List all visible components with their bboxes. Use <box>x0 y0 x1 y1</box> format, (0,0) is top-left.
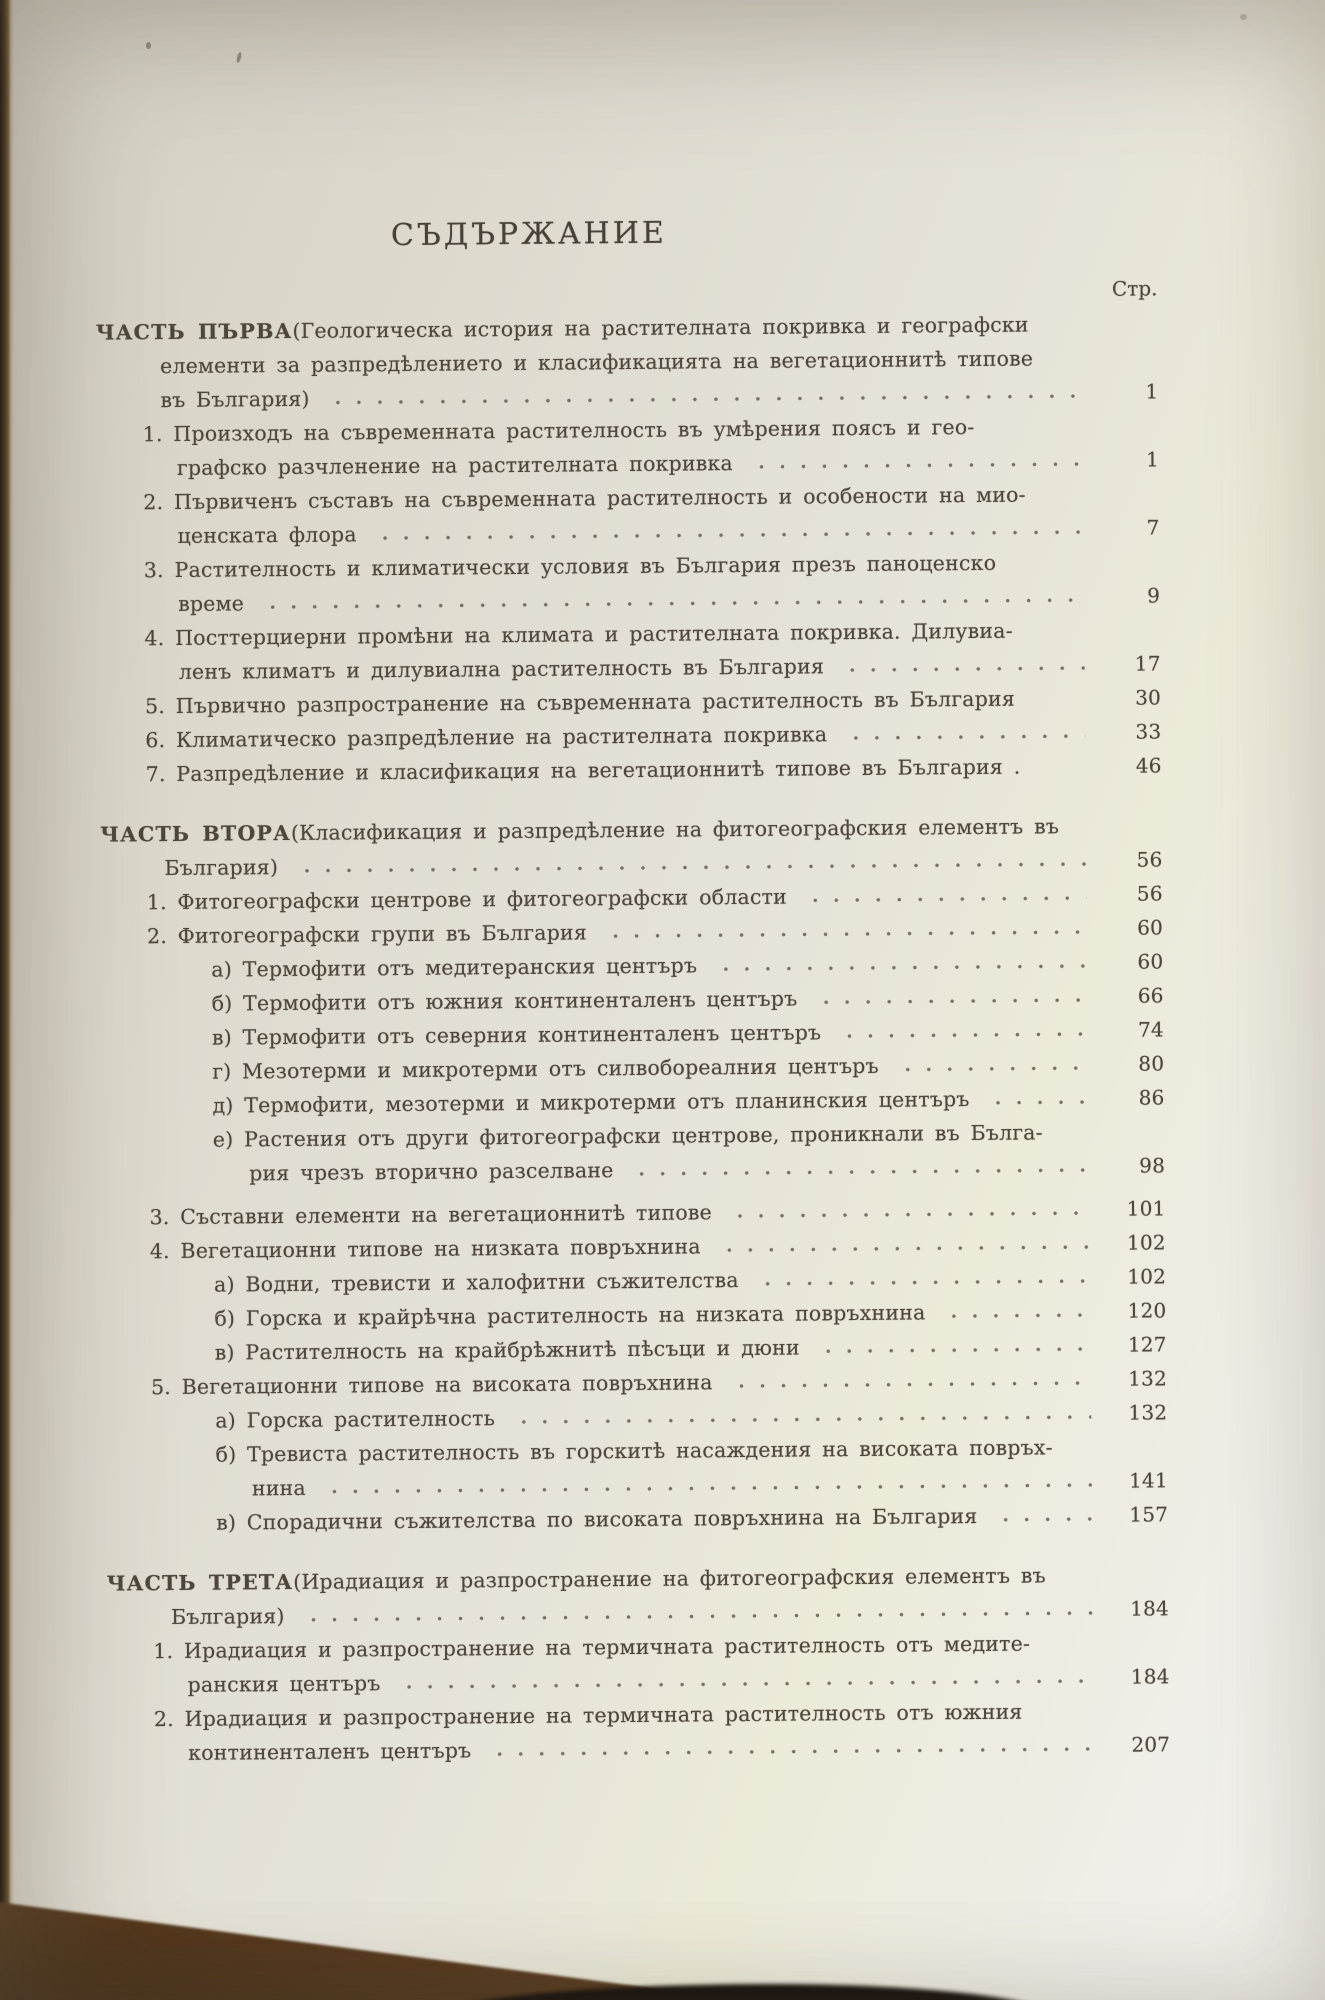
part-label: ЧАСТЬ ВТОРА <box>100 820 292 847</box>
dot-leader <box>320 1482 1092 1495</box>
part-label: ЧАСТЬ ПЪРВА <box>95 318 293 345</box>
page-number: 101 <box>1126 1196 1166 1221</box>
page-number: 86 <box>1138 1085 1165 1110</box>
entry-text: 2. Фитогеографски групи въ България <box>146 920 588 949</box>
page-title: СЪДЪРЖАНИЕ <box>390 215 667 254</box>
table-of-contents <box>96 306 1171 1770</box>
dot-leader <box>485 1746 1094 1757</box>
page-number: 184 <box>1130 1664 1170 1689</box>
page-column-header: Стр. <box>1111 276 1158 301</box>
page-number: 46 <box>1135 753 1162 778</box>
entry-text: г) Мезотерми и микротерми отъ силвобореалния центъръ <box>212 1053 879 1084</box>
page-number: 60 <box>1137 915 1164 940</box>
entry-text: в) Растителность на крайбрѣжнитѣ пѣсъци и дюни <box>214 1335 800 1365</box>
dot-leader <box>727 1380 1091 1389</box>
dot-leader <box>299 1610 1093 1623</box>
dot-leader <box>753 1278 1090 1287</box>
entry-text: а) Горска растителность <box>215 1406 496 1433</box>
page-number: 207 <box>1131 1732 1171 1757</box>
entry-text: 1. Фитогеографски центрове и фитогеографски области <box>146 884 788 915</box>
entry-text: 4. Посттерциерни промѣни на климата и растителната покривка. Дилувиа- <box>144 618 1013 651</box>
page-content <box>93 0 1170 1771</box>
entry-text: 4. Вегетационни типове на низката повръхнина <box>149 1234 701 1264</box>
entry-text: ценската флора <box>177 522 357 548</box>
dot-leader <box>841 733 1085 741</box>
page-number: 141 <box>1128 1468 1168 1493</box>
dot-leader <box>811 997 1087 1005</box>
entry-text: 7. Разпредѣление и класификация на вегетационнитѣ типове въ България . <box>145 754 1021 787</box>
entry-text: ленъ климатъ и дилувиална растителность въ България <box>178 654 825 684</box>
entry-text: елементи за разпредѣлението и класификацията на вегетационнитѣ типове <box>159 346 1034 379</box>
entry-text: въ България) <box>160 386 310 413</box>
entry-text: б) Тревиста растителность въ горскитѣ насаждения на високата повръх- <box>215 1435 1053 1467</box>
page-number: 132 <box>1128 1366 1168 1391</box>
table-surface <box>0 1897 684 2000</box>
dot-leader <box>984 1099 1089 1106</box>
entry-text: време <box>178 591 245 616</box>
page-number: 120 <box>1127 1298 1167 1323</box>
dot-leader <box>258 597 1084 610</box>
dot-leader <box>893 1065 1088 1073</box>
spacer <box>1020 773 1097 774</box>
dot-leader <box>991 1516 1092 1523</box>
page-number: 56 <box>1136 881 1163 906</box>
entry-text: 3. Растителность и климатически условия въ България презъ паноценско <box>143 550 997 583</box>
entry-text: нина <box>251 1475 307 1501</box>
page-number: 1 <box>1145 379 1159 404</box>
entry-text: графско разчленение на растителната покривка <box>176 451 734 480</box>
entry-text: в) Термофити отъ северния континенталенъ центъръ <box>211 1020 822 1050</box>
page-number: 184 <box>1130 1596 1170 1621</box>
page-number: 98 <box>1139 1153 1166 1178</box>
entry-text: 1. Ирадиация и разпространение на термичната растителность отъ медите- <box>153 1631 1031 1664</box>
page-number: 7 <box>1146 515 1160 540</box>
entry-text: България) <box>170 1604 285 1630</box>
entry-text: д) Термофити, мезотерми и микротерми отъ планинския центъръ <box>212 1087 970 1118</box>
entry-text: ранския центъръ <box>187 1671 381 1697</box>
page-number: 132 <box>1128 1400 1168 1425</box>
page-number: 60 <box>1137 949 1164 974</box>
page-number: 66 <box>1137 983 1164 1008</box>
spacer <box>1015 705 1097 706</box>
spacer <box>95 277 1093 310</box>
dot-leader <box>715 1244 1090 1253</box>
page-number: 127 <box>1127 1332 1167 1357</box>
page-number: 157 <box>1129 1502 1169 1527</box>
entry-text: рия чрезъ вторично разселване <box>249 1158 614 1186</box>
dot-leader <box>628 1167 1090 1177</box>
entry-text: 2. Първиченъ съставъ на съвременната растителность и особености на мио- <box>143 482 1026 515</box>
page-number: 17 <box>1134 651 1161 676</box>
page-number: 56 <box>1136 847 1163 872</box>
entry-text: (Ирадиация и разпространение на фитогеографския елементъ въ <box>293 1563 1046 1594</box>
ink-speck <box>1240 14 1247 20</box>
dot-leader <box>801 895 1087 903</box>
entry-text: а) Термофити отъ медитеранския центъръ <box>211 953 698 982</box>
dot-leader <box>601 929 1087 939</box>
dot-leader <box>814 1346 1091 1354</box>
entry-text: б) Горска и крайрѣчна растителность на низката повръхнина <box>214 1300 926 1331</box>
entry-text: е) Растения отъ други фитогеографски центрове, проникнали въ Бълга- <box>212 1120 1043 1152</box>
dot-leader <box>747 461 1083 470</box>
page-column-header-row <box>95 276 1157 309</box>
entry-text: 5. Вегетационни типове на високата повръхнина <box>150 1370 713 1400</box>
page-number: 1 <box>1145 447 1160 472</box>
dot-leader <box>939 1312 1090 1319</box>
page-number: 33 <box>1135 719 1162 744</box>
entry-text: 3. Съставни елементи на вегетационнитѣ типове <box>149 1200 712 1230</box>
dot-leader <box>324 393 1083 406</box>
dot-leader <box>509 1414 1091 1425</box>
entry-text: 5. Първично разпространение на съвременната растителность въ България <box>144 686 1016 719</box>
entry-text: 6. Климатическо разпредѣление на растителната покривка <box>145 722 828 753</box>
page-number: 30 <box>1135 685 1162 710</box>
part-label: ЧАСТЬ ТРЕТА <box>106 1569 294 1596</box>
entry-text: България) <box>164 855 279 881</box>
book-spine-edge <box>0 0 14 2000</box>
page-number: 102 <box>1127 1264 1167 1289</box>
entry-text: 2. Ирадиация и разпространение на термичната растителность отъ южния <box>153 1699 1023 1732</box>
dot-leader <box>726 1210 1090 1219</box>
entry-text: а) Водни, тревисти и халофитни съжителства <box>214 1268 739 1297</box>
entry-text: 1. Произходъ на съвременната растителность въ умѣрения поясъ и гео- <box>142 414 975 447</box>
entry-text: (Геологическа история на растителната покривка и географски <box>292 312 1029 343</box>
page-number: 74 <box>1137 1017 1165 1042</box>
entry-text: б) Термофити отъ южния континенталенъ центъръ <box>211 986 798 1016</box>
page-number: 9 <box>1147 583 1161 608</box>
entry-text: (Класификация и разпредѣление на фитогеографския елементъ въ <box>290 814 1060 845</box>
dot-leader <box>371 529 1084 541</box>
dot-leader <box>395 1678 1094 1690</box>
page-number: 102 <box>1126 1230 1166 1255</box>
dot-leader <box>838 665 1085 673</box>
entry-text: в) Спорадични съжителства по високата повръхнина на България <box>216 1503 978 1535</box>
entry-text: континенталенъ центъръ <box>188 1738 472 1765</box>
page-number: 80 <box>1138 1051 1165 1076</box>
dot-leader <box>711 963 1087 972</box>
dot-leader <box>292 861 1086 874</box>
dot-leader <box>835 1031 1088 1039</box>
